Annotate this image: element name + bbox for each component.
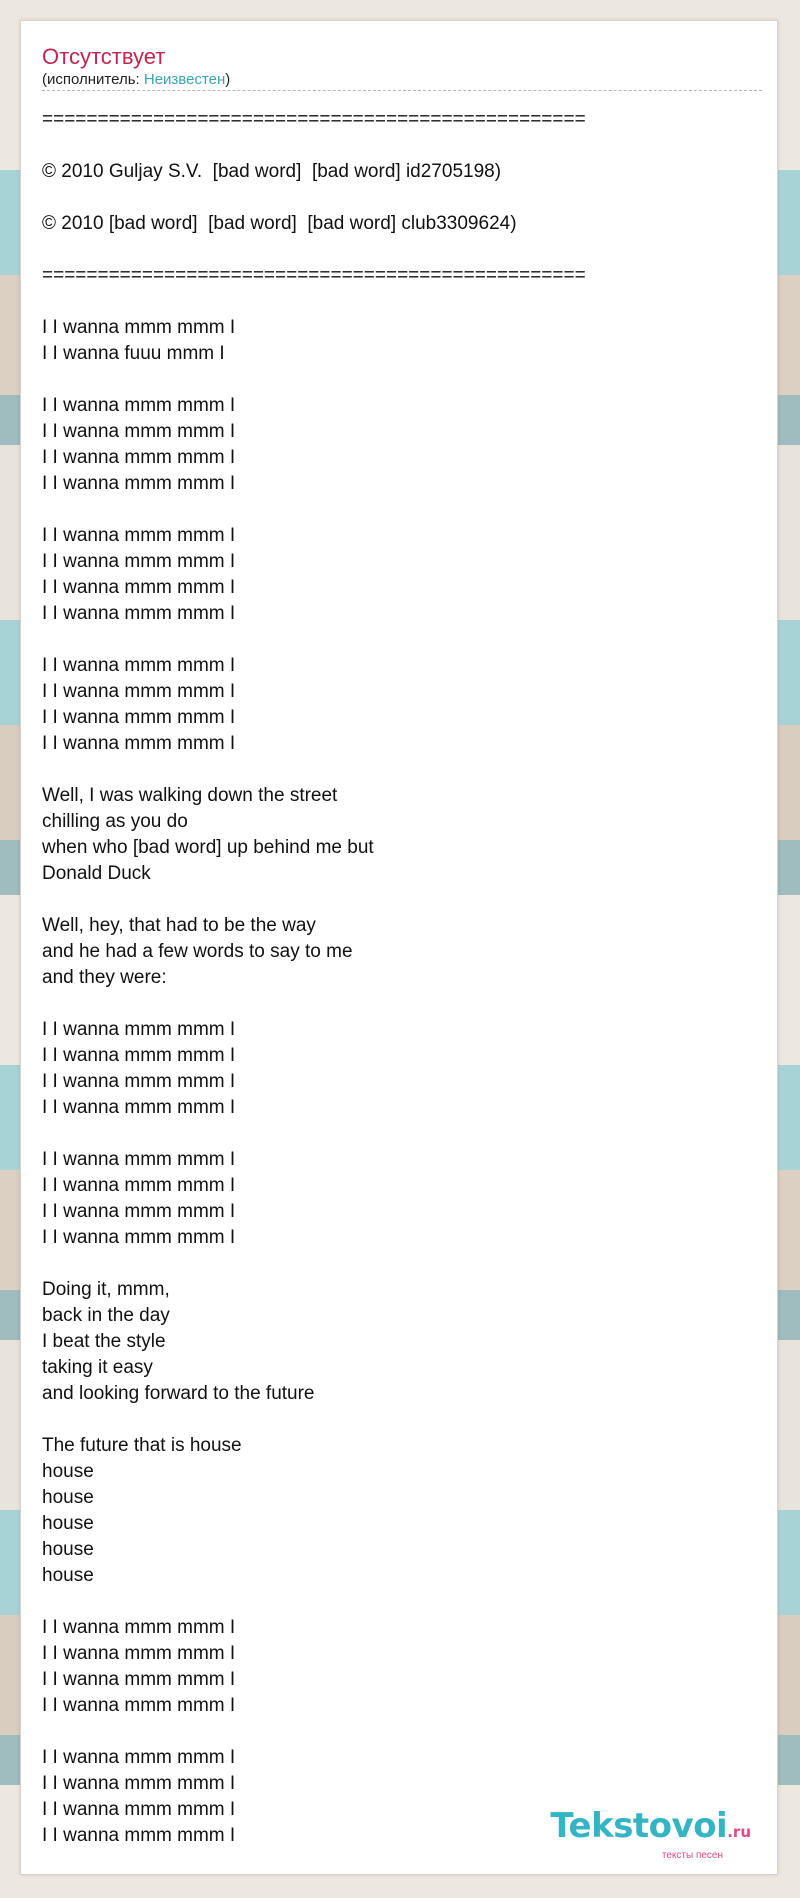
artist-line (42, 71, 762, 89)
logo-name: Tekstovoi (550, 1806, 728, 1846)
artist-suffix: ) (225, 71, 231, 88)
content-panel (20, 20, 778, 1875)
song-title: Отсутствует (42, 44, 166, 69)
site-logo[interactable] (550, 1808, 751, 1862)
logo-tld: .ru (727, 1823, 751, 1841)
logo-subtitle: тексты песен (661, 1850, 723, 1861)
lyrics-text: ================================================= © 2010 Guljay S.V. [bad word] [bad word] id2705198) © 2010 [bad word] [bad word] [bad word] club3309624) ================================================= I I wanna mmm mmm I I I wanna fuuu mmm I I I wanna mmm mmm I I I wanna mmm mmm I I I wanna mmm mmm I I I wanna mmm mmm I I I wanna mmm mmm I I I wanna mmm mmm I I I wanna mmm mmm I I I wanna mmm mmm I I I wanna mmm mmm I I I wanna mmm mmm I I I wanna mmm mmm I I I wanna mmm mmm I Well, I was walking down the street chilling as you do when who [bad word] up behind me but Donald Duck Well, hey, that had to be the way and he had a few words to say to me and they were: I I wanna mmm mmm I I I wanna mmm mmm I I I wanna mmm mmm I I I wanna mmm mmm I I I wanna mmm mmm I I I wanna mmm mmm I I I wanna mmm mmm I I I wanna mmm mmm I Doing it, mmm, back in the day I beat the style taking it easy and looking forward to the future The future that is house house house house house house I I wanna mmm mmm I I I wanna mmm mmm I I I wanna mmm mmm I I I wanna mmm mmm I I I wanna mmm mmm I I I wanna mmm mmm I I I wanna mmm mmm I I I wanna mmm mmm I (42, 109, 586, 1846)
song-header (42, 43, 762, 91)
logo-wordmark (550, 1808, 751, 1850)
artist-link[interactable]: Неизвестен (143, 71, 226, 88)
artist-prefix: (исполнитель: (42, 71, 144, 88)
